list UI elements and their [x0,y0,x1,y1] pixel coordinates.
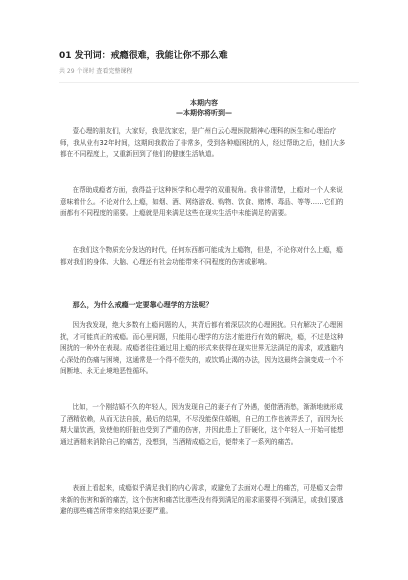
lesson-count-text: 共 29 个课时 [59,68,97,75]
article-paragraph-1: 壹心理的朋友们，大家好，我是沈家宏，是广州白云心理医院精神心理科的医生和心理治疗师，我从业有32年时间，这期间我救治了非常多，受到各种瘾困扰的人，经过帮助之后，他们大多都在不同程度上，又重新回到了他们的健康生活轨道。 [60,127,346,158]
episode-headline-line1: 本期内容 [190,99,218,107]
article-paragraph-4: 因为我发现，绝大多数有上瘾问题的人，其背后都有着深层次的心理困扰。只有解决了心理困扰，才可能真正的戒瘾。而心里问题，只能用心理学的方法才能进行有效的解决，瘾，不过是这种困扰的一种外在表现。成瘾者往往通过用上瘾的形式来获得在现实世界无法满足的需求，或逃避内心深处的伤痛与困境，这通常是一个得不偿失的，或饮鸩止渴的办法，因为这最终会演变成一个不间断地、永无止境地恶性循环。 [60,321,344,375]
lesson-title: 01 发刊词：戒瘾很难，我能让你不那么难 [59,51,228,61]
lesson-meta [59,67,359,76]
episode-headline [59,98,349,118]
article-paragraph-3: 在我们这个物质充分发达的时代，任何东西都可能成为上瘾物，但是，不论你对什么上瘾，瘾都对我们的身体、大脑、心理还有社会功能带来不同程度的伤害或影响。 [60,246,343,266]
header-divider [59,82,359,83]
article-paragraph-6: 表面上看起来，成瘾似乎满足我们的内心需求，或避免了去面对心理上的痛苦，可是瘾又会带来新的伤害和新的痛苦，这个伤害和痛苦比那些没有得到满足的需求需要得不到满足，或我们要逃避的那些痛苦所带来的结果还要严重。 [60,484,344,515]
view-full-course-link[interactable]: 查看完整课程 [96,68,133,75]
article-paragraph-5: 比如，一个刚结婚不久的年轻人，因为发现自己的妻子有了外遇，便借酒消愁，渐渐地就形成了酒精依赖，从而无法自拔，最后的结果，不尽没能保住婚姻，自己的工作也被弄丢了，而因为长期大量饮酒，致使他的肝脏也受到了严重的伤害，并因此患上了肝硬化，这个年轻人一开始可能想通过酒精来消除自己的痛苦，没想到，当酒精成瘾之后，便带来了一系列的痛苦。 [60,403,344,446]
section-heading: 那么，为什么戒瘾一定要靠心理学的方法呢？ [72,301,213,309]
lesson-header [59,50,359,76]
episode-headline-line2: —本期你将听到— [176,109,232,117]
article-paragraph-2: 在帮助成瘾者方面，我得益于这种医学和心理学的双重视角。我非常清楚，上瘾对一个人来说意味着什么。不论对什么上瘾，如烟、酒、网络游戏、购物、饮食、赌博、毒品、等等……它们的面都有不同程度的需要。上瘾就是用来满足这些在现实生活中未能满足的需要。 [60,186,344,217]
